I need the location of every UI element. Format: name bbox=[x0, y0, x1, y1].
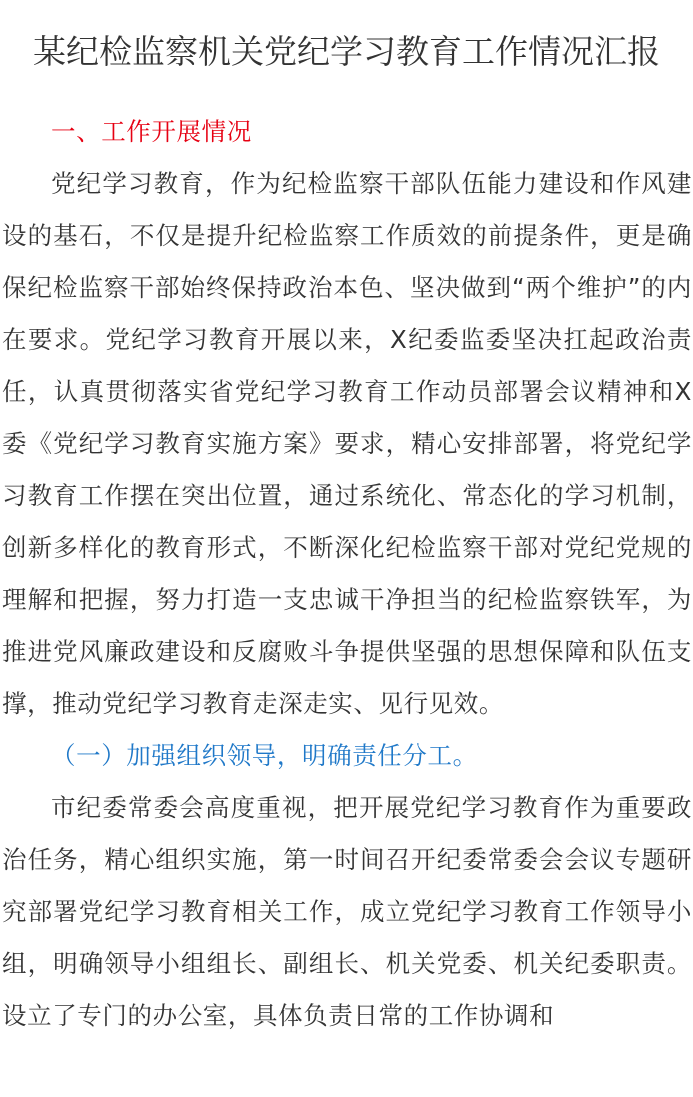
document-body bbox=[2, 106, 692, 1042]
document-title: 某纪检监察机关党纪学习教育工作情况汇报 bbox=[33, 32, 660, 71]
subsection-heading: （一）加强组织领导，明确责任分工。 bbox=[51, 741, 478, 770]
body-paragraph: 党纪学习教育，作为纪检监察干部队伍能力建设和作风建设的基石，不仅是提升纪检监察工作质效的前提条件，更是确保纪检监察干部始终保持政治本色、坚决做到“两个维护”的内在要求。党纪学习教育开展以来，X纪委监委坚决扛起政治责任，认真贯彻落实省党纪学习教育工作动员部署会议精神和X委《党纪学习教育实施方案》要求，精心安排部署，将党纪学习教育工作摆在突出位置，通过系统化、常态化的学习机制，创新多样化的教育形式，不断深化纪检监察干部对党纪党规的理解和把握，努力打造一支忠诚干净担当的纪检监察铁军，为推进党风廉政建设和反腐败斗争提供坚强的思想保障和队伍支撑，推动党纪学习教育走深走实、见行见效。 bbox=[2, 169, 692, 718]
body-paragraph: 市纪委常委会高度重视，把开展党纪学习教育作为重要政治任务，精心组织实施，第一时间召开纪委常委会会议专题研究部署党纪学习教育相关工作，成立党纪学习教育工作领导小组，明确领导小组组长、副组长、机关党委、机关纪委职责。设立了专门的办公室，具体负责日常的工作协调和 bbox=[2, 793, 692, 1030]
section-heading: 一、工作开展情况 bbox=[51, 117, 252, 146]
